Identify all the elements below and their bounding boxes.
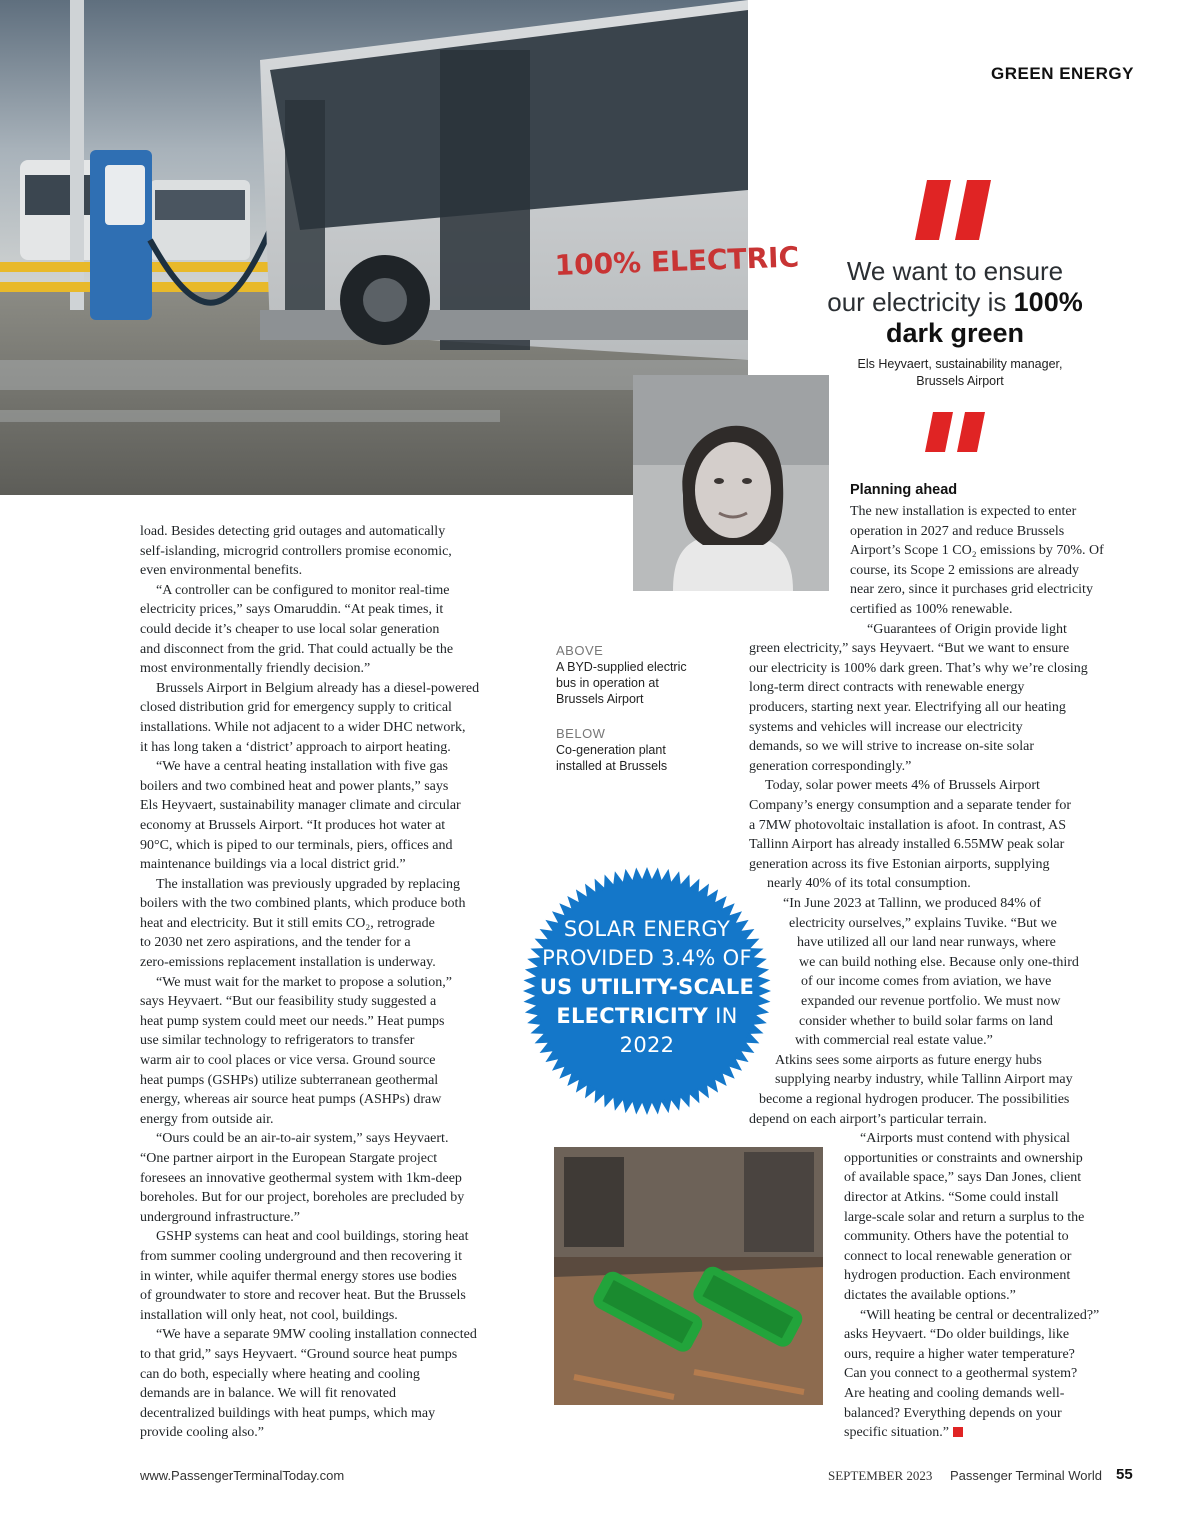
body-text-line: use similar technology to refrigerators to transfer [140,1033,415,1049]
body-text-line: installation will only heat, not cool, buildings. [140,1307,398,1323]
body-text-line: certified as 100% renewable. [850,602,1013,617]
pull-quote-attribution: Els Heyvaert, sustainability manager, Brussels Airport [857,357,1063,388]
body-text-line: in winter, while aquifer thermal energy stores use bodies [140,1268,457,1284]
body-text-line: generation correspondingly.” [749,758,912,774]
article-column-left [140,522,526,1443]
footer-magazine-name: Passenger Terminal World [950,1468,1102,1483]
pull-quote-text: We want to ensure our electricity is 100% dark green [827,256,1083,348]
body-text-line: foresees an innovative geothermal system with 1km-deep [140,1170,462,1186]
body-text-line: to that grid,” says Heyvaert. “Ground source heat pumps [140,1346,458,1362]
body-text-line: “One partner airport in the European Stargate project [140,1151,438,1166]
body-text-line: 90°C, which is piped to our terminals, piers, offices and [140,837,453,853]
body-text-line: demands are in balance. We will fit renovated [140,1386,396,1402]
body-text-line: can do both, especially where heating and cooling [140,1366,420,1382]
body-text-line: have utilized all our land near runways, where [797,935,1056,951]
plant-photo-illustration [554,1147,823,1405]
body-text-line [844,1423,963,1443]
body-text-line: “Ours could be an air-to-air system,” says Heyvaert. [156,1131,449,1147]
body-text-line: boreholes. But for our project, boreholes are precluded by [140,1190,465,1206]
section-tag: GREEN ENERGY [991,64,1134,83]
body-text-line: boilers with the two combined plants, which produce both [140,896,466,912]
body-text-line: heat and electricity. But it still emits CO₂, retrograde [140,915,435,931]
footer-page-number: 55 [1116,1466,1133,1483]
body-text-line: most environmentally friendly decision.” [140,661,371,677]
body-text-line: “We have a central heating installation with five gas [156,759,448,775]
bus-lettering: 100% ELECTRIC [554,240,800,282]
body-text-line: GSHP systems can heat and cool buildings, storing heat [156,1229,469,1245]
solar-stat-text: SOLAR ENERGY PROVIDED 3.4% OF US UTILITY-SCALE ELECTRICITY IN 2022 [539,917,755,1057]
body-text-line: zero-emissions replacement installation is underway. [140,955,436,971]
body-text-line: near zero, since it purchases grid electricity [850,582,1093,598]
body-text-line: electricity ourselves,” explains Tuvike. “But we [789,915,1057,931]
body-text-line: electricity prices,” says Omaruddin. “At peak times, it [140,602,444,618]
body-text-line: Can you connect to a geothermal system? [844,1366,1078,1382]
body-text-line: decentralized buildings with heat pumps, which may [140,1405,436,1421]
body-text-line: expanded our revenue portfolio. We must now [801,994,1061,1009]
body-text-line: connect to local renewable generation or [844,1248,1072,1264]
caption-below-line: installed at Brussels [556,759,668,773]
body-text-line: our electricity is 100% dark green. That’s why we’re closing [749,660,1088,676]
body-text-line: supplying nearby industry, while Tallinn Airport may [775,1072,1073,1088]
body-text-line: maintenance buildings via a local district grid.” [140,857,406,873]
body-text-line: we can build nothing else. Because only one-third [799,954,1079,970]
body-text-line: of our income comes from aviation, we have [801,974,1052,990]
body-text-line: become a regional hydrogen producer. The possibilities [759,1092,1070,1107]
footer-website: www.PassengerTerminalToday.com [140,1468,345,1483]
end-of-article-mark-icon [953,1427,963,1437]
body-text-line: green electricity,” says Heyvaert. “But we want to ensure [749,641,1070,657]
body-text-line: large-scale solar and return a surplus to the [844,1209,1085,1225]
body-text-line: asks Heyvaert. “Do older buildings, like [844,1327,1070,1343]
body-text-line: heat pump system could meet our needs.” Heat pumps [140,1013,445,1029]
body-text-line: consider whether to build solar farms on land [799,1013,1053,1029]
caption-below [556,726,716,774]
body-text-line: hydrogen production. Each environment [844,1268,1071,1284]
body-text-line: Today, solar power meets 4% of Brussels Airport [765,778,1040,794]
body-text-line: a 7MW photovoltaic installation is afoot. In contrast, AS [749,817,1067,833]
body-text-line: “In June 2023 at Tallinn, we produced 84% of [783,896,1042,911]
body-text-line: it has long taken a ‘district’ approach to airport heating. [140,739,451,755]
body-text-line: “Will heating be central or decentralized?” [860,1307,1100,1323]
body-text-line: “Airports must contend with physical [860,1131,1070,1147]
close-quote-mark-icon [923,412,987,452]
body-text-line: of available space,” says Dan Jones, client [844,1170,1082,1186]
body-text-line: energy from outside air. [140,1111,274,1127]
body-text-line: energy, whereas air source heat pumps (ASHPs) draw [140,1092,442,1108]
caption-above-line: Brussels Airport [556,692,644,706]
body-text-line: with commercial real estate value.” [795,1033,993,1049]
caption-below-label: BELOW [556,726,606,741]
caption-below-line: Co-generation plant [556,743,666,757]
body-text-line: of groundwater to store and recover heat. But the Brussels [140,1288,466,1304]
body-text-line: generation across its five Estonian airports, supplying [749,856,1050,872]
body-text-line: The installation was previously upgraded by replacing [156,876,461,892]
body-text-line: depend on each airport’s particular terrain. [749,1111,987,1127]
portrait-photo [633,375,829,591]
body-text-line: systems and vehicles will increase our electricity [749,719,1023,735]
caption-above [556,643,716,707]
body-text-line: Are heating and cooling demands well- [844,1386,1065,1401]
body-text-line: community. Others have the potential to [844,1229,1069,1245]
body-text-line: warm air to cool places or vice versa. Ground source [140,1053,436,1069]
portrait-illustration [633,375,829,591]
photo-cogeneration-plant [554,1147,823,1405]
body-text-line: dictates the available options.” [844,1288,1016,1303]
body-text-line: load. Besides detecting grid outages and automatically [140,524,446,539]
caption-above-label: ABOVE [556,643,604,658]
body-text-line: “A controller can be configured to monitor real-time [156,582,450,598]
body-text-line: course, its Scope 2 emissions are already [850,562,1079,578]
body-text-line: says Heyvaert. “But our feasibility study suggested a [140,994,437,1010]
caption-above-line: A BYD-supplied electric [556,660,687,674]
body-text-line: director at Atkins. “Some could install [844,1190,1059,1205]
body-text-line: Tallinn Airport has already installed 6.55MW peak solar [749,837,1065,853]
body-text-line: ours, require a higher water temperature? [844,1346,1075,1362]
body-text-line: could decide it’s cheaper to use local solar generation [140,621,440,637]
body-text-line: heat pumps (GSHPs) utilize subterranean geothermal [140,1072,439,1088]
body-text-line: to 2030 net zero aspirations, and the tender for a [140,935,411,951]
body-text-line: closed distribution grid for emergency supply to critical [140,700,452,716]
body-text-line: “Guarantees of Origin provide light [867,621,1067,637]
body-text-line: provide cooling also.” [140,1425,265,1441]
body-text-line: demands, so we will strive to increase on-site solar [749,739,1034,755]
body-text-line: and disconnect from the grid. That could actually be the [140,641,454,657]
footer-date: SEPTEMBER 2023 [828,1468,933,1483]
body-text-line: Brussels Airport in Belgium already has a diesel-powered [156,680,480,696]
section-heading: Planning ahead [850,482,958,498]
body-text-line: Airport’s Scope 1 CO₂ emissions by 70%. Of [850,543,1104,559]
body-text-span: specific situation.” [844,1425,949,1441]
open-quote-mark-icon [913,180,993,240]
body-text-line: “We have a separate 9MW cooling installation connected [156,1327,477,1343]
caption-above-line: bus in operation at [556,676,659,690]
body-text-line: long-term direct contracts with renewable energy [749,680,1025,696]
body-text-line: “We must wait for the market to propose a solution,” [156,974,452,990]
body-text-line: self-islanding, microgrid controllers promise economic, [140,543,452,559]
body-text-line: operation in 2027 and reduce Brussels [850,523,1065,539]
body-text-line: producers, starting next year. Electrifying all our heating [749,700,1066,715]
body-text-line: economy at Brussels Airport. “It produces hot water at [140,817,446,833]
body-text-line: opportunities or constraints and ownership [844,1150,1083,1166]
body-text-line: from summer cooling underground and then recovering it [140,1248,463,1264]
body-text-line: balanced? Everything depends on your [844,1405,1062,1421]
body-text-line: Atkins sees some airports as future energy hubs [775,1052,1042,1068]
body-text-line: underground infrastructure.” [140,1209,300,1225]
body-text-line: nearly 40% of its total consumption. [767,876,971,892]
body-text-line: boilers and two combined heat and power plants,” says [140,778,449,794]
body-text-line: installations. While not adjacent to a wider DHC network, [140,719,466,735]
body-text-line: The new installation is expected to enter [850,504,1077,519]
body-text-line: even environmental benefits. [140,563,303,579]
body-text-line: Els Heyvaert, sustainability manager climate and circular [140,798,461,814]
body-text-line: Company’s energy consumption and a separate tender for [749,798,1072,813]
